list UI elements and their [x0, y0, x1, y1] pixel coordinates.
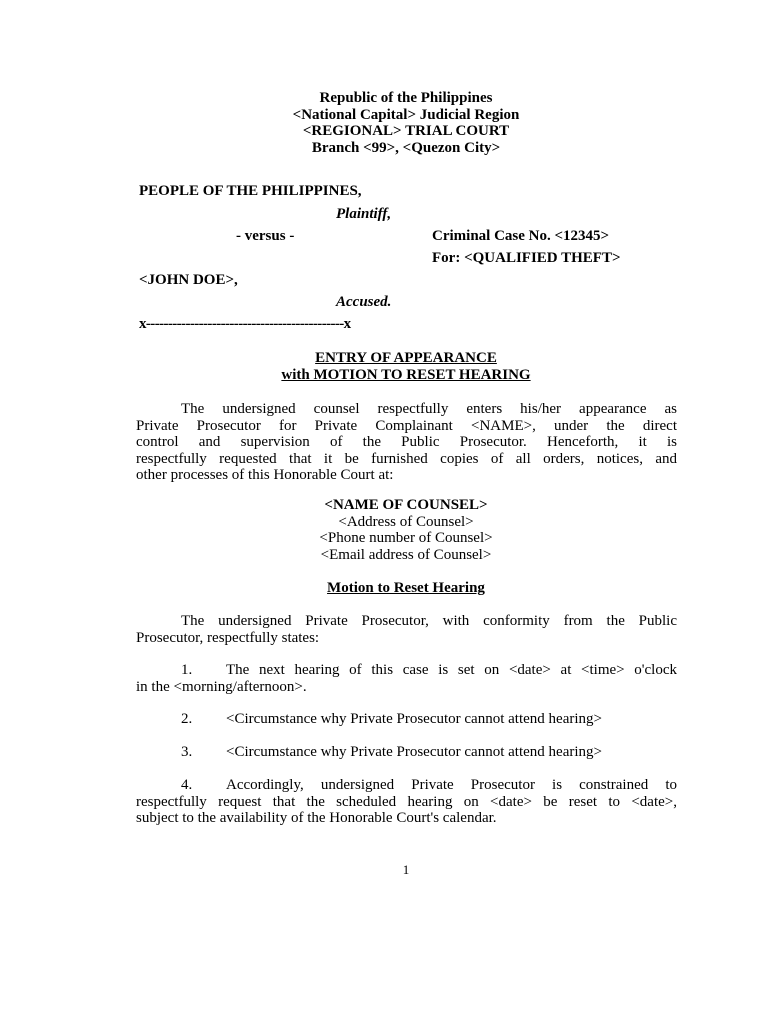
- accused-role: Accused.: [336, 294, 392, 310]
- motion-intro-line-2: Prosecutor, respectfully states:: [136, 629, 320, 646]
- entry-line-3: control and supervision of the Public Prosecutor. Henceforth, it is: [136, 434, 677, 450]
- motion-intro-line-1: The undersigned Private Prosecutor, with conformity from the Public: [181, 613, 677, 629]
- motion-item-4: [136, 777, 677, 827]
- entry-line-2: Private Prosecutor for Private Complainant <NAME>, under the direct: [136, 417, 677, 434]
- header-republic: Republic of the Philippines: [319, 90, 493, 106]
- item-4-number: 4.: [181, 777, 193, 793]
- versus-label: - versus -: [236, 228, 295, 244]
- header-trial-court: <REGIONAL> TRIAL COURT: [302, 123, 510, 139]
- entry-line-5: other processes of this Honorable Court at:: [136, 467, 394, 483]
- item-4-continuation-2: subject to the availability of the Honorable Court's calendar.: [136, 810, 497, 826]
- item-4-continuation-1: respectfully request that the scheduled hearing on <date> be reset to <date>,: [136, 793, 677, 810]
- entry-line-1: The undersigned counsel respectfully enters his/her appearance as: [181, 401, 677, 417]
- counsel-address: <Address of Counsel>: [338, 513, 474, 530]
- motion-item-1: [136, 662, 677, 695]
- counsel-block: [136, 497, 676, 563]
- plaintiff-name: PEOPLE OF THE PHILIPPINES,: [139, 183, 362, 199]
- case-number: Criminal Case No. <12345>: [432, 228, 610, 244]
- motion-intro: [136, 613, 677, 646]
- motion-heading: Motion to Reset Hearing: [327, 580, 485, 596]
- court-header: [136, 90, 676, 156]
- item-2-text: <Circumstance why Private Prosecutor cannot attend hearing>: [226, 711, 602, 727]
- item-1-continuation: in the <morning/afternoon>.: [136, 678, 307, 695]
- accused-name: <JOHN DOE>,: [139, 272, 238, 288]
- entry-line-4: respectfully requested that it be furnished copies of all orders, notices, and: [136, 450, 677, 467]
- item-4-first-line: 4. Accordingly, undersigned Private Prosecutor is constrained to: [181, 777, 677, 793]
- item-3-text: <Circumstance why Private Prosecutor cannot attend hearing>: [226, 744, 602, 760]
- document-title: ENTRY OF APPEARANCE: [315, 350, 497, 366]
- entry-paragraph: [136, 401, 677, 484]
- item-1-number: 1.: [181, 662, 193, 678]
- case-for: For: <QUALIFIED THEFT>: [432, 250, 621, 266]
- item-3-number: 3.: [181, 744, 193, 760]
- item-1-first-line: 1. The next hearing of this case is set on <date> at <time> o'clock: [181, 662, 677, 678]
- caption-separator: x---------------------------------------------x: [139, 316, 351, 332]
- counsel-name: <NAME OF COUNSEL>: [324, 497, 488, 513]
- header-judicial-region: <National Capital> Judicial Region: [292, 106, 520, 123]
- counsel-email: <Email address of Counsel>: [320, 546, 492, 563]
- plaintiff-role: Plaintiff,: [336, 206, 392, 222]
- item-2-number: 2.: [181, 711, 193, 727]
- counsel-phone: <Phone number of Counsel>: [319, 530, 493, 546]
- page-number: 1: [402, 862, 410, 877]
- document-subtitle: with MOTION TO RESET HEARING: [281, 367, 531, 383]
- header-branch: Branch <99>, <Quezon City>: [311, 139, 501, 156]
